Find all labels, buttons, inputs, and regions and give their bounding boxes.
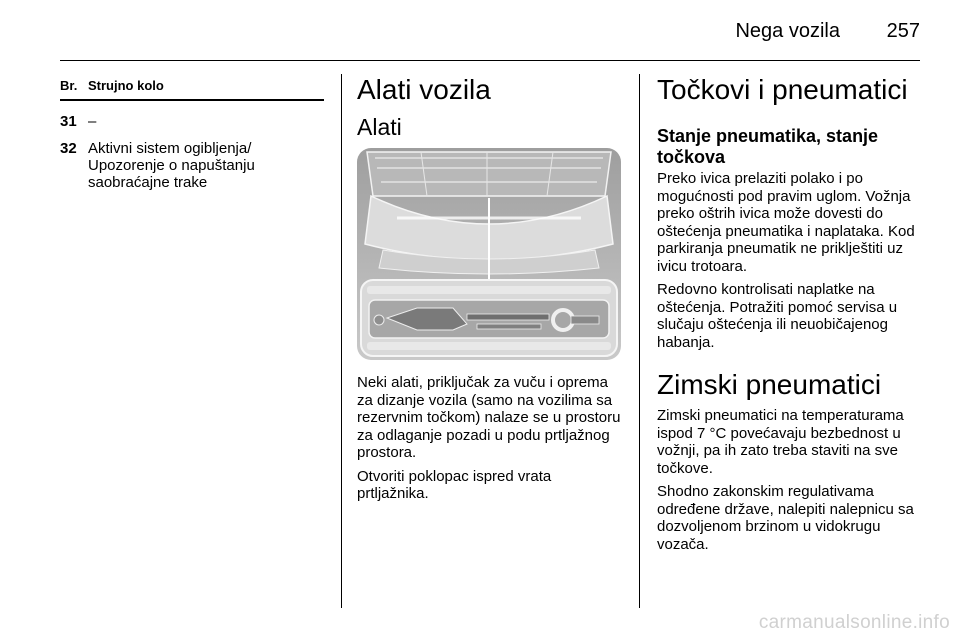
row-number: 31	[60, 113, 77, 130]
tools-paragraph: Otvoriti poklopac ispred vrata prtljažnika.	[357, 467, 552, 502]
winter-paragraph: Shodno zakonskim regulativama određene države, nalepiti nalepnicu sa dozvoljenom brzinom u vidokrugu vozača.	[657, 483, 914, 553]
column-divider-left	[341, 74, 342, 608]
section-heading-tools: Alati vozila	[357, 74, 491, 105]
page-number: 257	[886, 20, 920, 42]
subheading-tools: Alati	[357, 114, 402, 140]
header-rule	[60, 60, 920, 61]
row-text: Aktivni sistem ogibljenja/ Upozorenje o napuštanju saobraćajne trake	[88, 140, 255, 191]
wheels-section	[657, 72, 925, 553]
winter-paragraph: Zimski pneumatici na temperaturama ispod 7 °C povećavaju bezbednost u vožnji, pa ih zato treba staviti na sve točkove.	[657, 407, 904, 477]
tools-paragraph: Neki alati, priključak za vuču i oprema za dizanje vozila (samo na vozilima sa rezervnim točkom) nalaze se u prostoru za odlaganje pozadi u podu prtljažnog prostora.	[357, 374, 621, 461]
column-divider-right	[639, 74, 640, 608]
watermark: carmanualsonline.info	[758, 612, 950, 633]
column-header-circuit: Strujno kolo	[88, 78, 164, 93]
fuse-table-header	[60, 78, 324, 101]
column-header-nr: Br.	[60, 78, 78, 93]
wheels-paragraph: Redovno kontrolisati naplatke na oštećenja. Potražiti pomoć servisa u slučaju oštećenja ili neuobičajenog habanja.	[657, 281, 898, 351]
section-heading-winter-tyres: Zimski pneumatici	[657, 369, 882, 400]
row-number: 32	[60, 140, 77, 157]
subheading-tyre-condition: Stanje pneumatika, stanje točkova	[657, 126, 879, 167]
section-heading-wheels: Točkovi i pneumatici	[657, 74, 908, 105]
wheels-paragraph: Preko ivica prelaziti polako i po mogućnosti pod pravim uglom. Vožnja preko oštrih ivica može dovesti do oštećenja pneumatika i naplataka. Kod parkiranja pneumatik ne priklještiti uz ivicu trotoara.	[657, 170, 915, 275]
table-row	[60, 113, 324, 130]
row-text: –	[88, 113, 97, 130]
tools-section	[357, 72, 623, 503]
fuse-table	[60, 78, 324, 191]
tools-illustration	[357, 148, 621, 360]
table-row	[60, 140, 324, 191]
page-header-title: Nega vozila	[735, 20, 840, 42]
